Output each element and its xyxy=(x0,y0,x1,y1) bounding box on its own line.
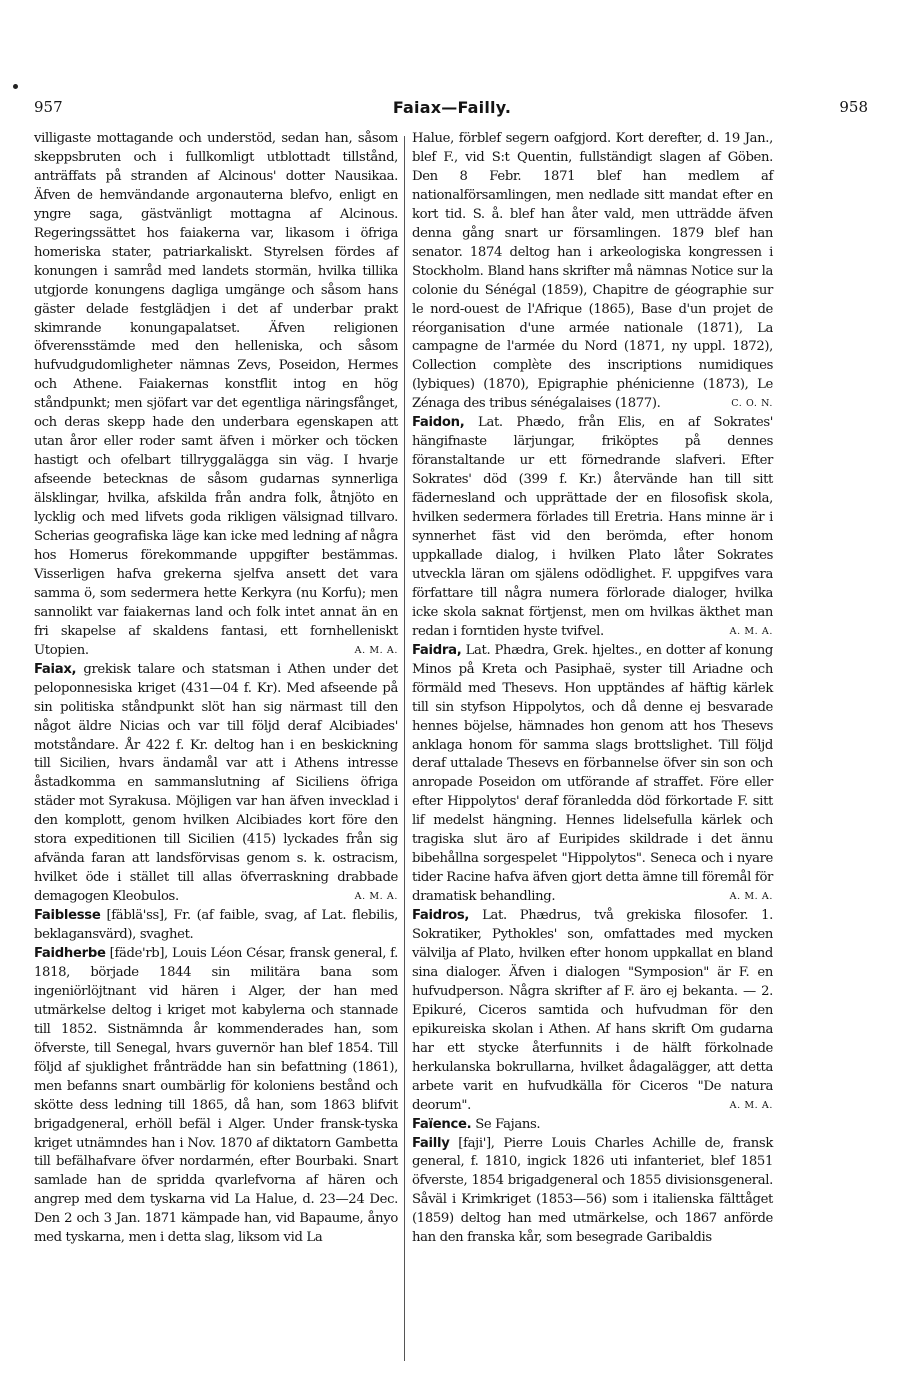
author-signature: A. M. A. xyxy=(729,625,773,637)
author-signature: A. M. A. xyxy=(354,891,398,903)
page-number-left: 957 xyxy=(34,98,63,116)
entry-text: [faji'], Pierre Louis Charles Achille de, fransk general, f. 1810, ingick 1826 uti infanteriet, blef 1851 öfverste, 1854 brigadgeneral och 1855 divisionsgeneral. Såväl i Krimkriget (1853—56) som i italienska fälttåget (1859) deltog han med utmärkelse, och 1867 anförde han den franska kår, som besegrade Garibaldis xyxy=(412,1135,773,1246)
entry-faidon xyxy=(412,414,773,641)
entry-faidra xyxy=(412,642,773,907)
author-signature: A. M. A. xyxy=(729,1099,773,1111)
entry-text: Lat. Phædra, Grek. hjeltes., en dotter af konung Minos på Kreta och Pasiphaë, syster till Ariadne och förmäld med Thesevs. Hon upptändes af häftig kärlek till sin styfson Hippolytos, och då denne ej besvarade hennes böjelse, hämnades hon genom att hos Thesevs anklaga honom för samma slags brottslighet. Till följd deraf uttalade Thesevs en förbannelse öfver sin son och anropade Poseidon om utförande af straffet. Före eller efter Hippolytos' deraf föranledda död förkortade F. sitt lif medelst hängning. Hennes lidelsefulla kärlek och tragiska slut äro af Euripides skildrade i det ännu bibehållna sorgespelet "Hippolytos". Seneca och i nyare tider Racine hafva äfven gjort detta ämne till föremål för dramatisk behandling. xyxy=(412,642,773,905)
entry-text: grekisk talare och statsman i Athen under det peloponnesiska kriget (431—04 f. Kr). Med afseende på sin politiska ståndpunkt slöt han sig närmast till den något äldre Nicias och var till följd deraf Alcibiades' motståndare. År 422 f. Kr. deltog han i en beskickning till Sicilien, hvars ändamål var att i Athens intresse åstadkomma en sammanslutning af Siciliens öfriga städer mot Syrakusa. Möjligen var han äfven invecklad i den komplott, genom hvilken Alcibiades kort före den stora expeditionen till Sicilien (415) lyckades från sig afvända faran att landsförvisas genom s. k. ostracism, hvilket öde i stället till allas öfverraskning drabbade demagogen Kleobulos. xyxy=(34,661,399,905)
entry-faiax xyxy=(34,661,398,907)
entry-faiaker-continued xyxy=(34,130,398,661)
entry-headword: Faidra, xyxy=(412,642,462,658)
entry-faience xyxy=(412,1116,773,1135)
author-signature: A. M. A. xyxy=(729,891,773,903)
page-header xyxy=(0,98,904,124)
margin-dot xyxy=(13,84,18,89)
page-number-right: 958 xyxy=(839,98,868,116)
entry-text: Lat. Phædrus, två grekiska filosofer. 1. Sokratiker, Pythokles' son, omfattades med mycken välvilja af Plato, hvilken efter honom uppkallat en bland sina dialoger. Äfven i dialogen "Symposion" är F. en hufvudperson. Några skrifter af F. äro ej bekanta. — 2. Epikuré, Ciceros samtida och hufvudman för den epikureiska skolan i Athen. Af hans skrift Om gudarna har ett stycke återfunnits i de hälft förkolnade herkulanska bokrullarna, hvilket ådagalägger, att detta arbete varit en hufvudkälla för Ciceros "De natura deorum". xyxy=(412,908,773,1113)
entry-text: villigaste mottagande och understöd, sedan han, såsom skeppsbruten och i fullkomligt utblottadt tillstånd, anträffats på stranden af Alcinous' dotter Nausikaa. Äfven de hemvändande argonauterna blefvo, enligt en yngre saga, gästvänligt mottagna af Alcinous. Regeringssättet hos faiakerna var, likasom i öfriga homeriska stater, patriarkaliskt. Styrelsen fördes af konungen i samråd med landets stormän, hvilka tillika utgjorde konungens dagliga umgänge och såsom hans gäster delade festglädjen i det af underbar prakt skimrande konungapalatset. Äfven religionen öfverensstämde med den helleniska, och såsom hufvudgudomligheter nämnas Zevs, Poseidon, Hermes och Athene. Faiakernas konstflit intog en hög ståndpunkt; men sjöfart var det egentliga näringsfånget, och deras skepp hade den underbara egenskapen att utan åror eller roder samt äfven i mörker och töcken hastigt och ofelbart tillryggalägga sin väg. I hvarje afseende betecknas de såsom gudarnas synnerliga älsklingar, hvilka, afskilda från andra folk, åtnjöto en lycklig och med lifvets goda rikligen välsignad tillvaro. Scherias geografiska läge kan icke med ledning af några hos Homerus förekommande uppgifter bestämmas. Visserligen hafva grekerna sjelfva ansett det vara samma ö, som sedermera hette Kerkyra (nu Korfu); men sannolikt var faiakernas land och folk intet annat än en fri skapelse af skaldens fantasi, ett fornhelleniskt Utopien. xyxy=(34,131,398,658)
left-column xyxy=(34,130,398,1248)
column-divider xyxy=(404,136,405,1361)
entry-faidherbe xyxy=(34,945,398,1248)
entry-faidherbe-continued xyxy=(412,130,773,414)
entry-headword: Faidherbe xyxy=(34,945,106,961)
entry-text: [fäde'rb], Louis Léon César, fransk general, f. 1818, började 1844 sin militära bana som ingeniörlöjtnant vid hären i Alger, der han med utmärkelse deltog i kriget mot kabylerna och stannade till 1852. Sistnämnda år kommenderades han, som öfverste, till Senegal, hvars guvernör han blef 1854. Till följd af sjuklighet frånträdde han sin befattning (1861), men befanns snart oumbärlig för koloniens bestånd och skötte dess ledning till 1865, då han, som 1863 blifvit brigadgeneral, erhöll befäl i Alger. Under fransk-tyska kriget utnämndes han i Nov. 1870 af diktatorn Gambetta till befälhafvare öfver nordarmén, efter Bourbaki. Snart samlade han de spridda qvarlefvorna af hären och angrep med dem tyskarna vid La Halue, d. 23—24 Dec. Den 2 och 3 Jan. 1871 kämpade han, vid Bapaume, ånyo med tyskarna, men i detta slag, liksom vid La xyxy=(34,945,399,1246)
entry-headword: Faidon, xyxy=(412,415,465,431)
entry-headword: Faidros, xyxy=(412,908,470,924)
running-title: Faiax—Failly. xyxy=(392,98,512,117)
entry-faidros xyxy=(412,907,773,1115)
entry-headword: Faiblesse xyxy=(34,908,101,924)
author-signature: A. M. A. xyxy=(354,644,398,656)
right-column xyxy=(412,130,773,1248)
entry-failly xyxy=(412,1135,773,1249)
entry-headword: Faïence. xyxy=(412,1116,472,1132)
entry-faiblesse xyxy=(34,907,398,945)
author-signature: C. O. N. xyxy=(731,398,773,410)
entry-headword: Faiax, xyxy=(34,661,77,677)
entry-headword: Failly xyxy=(412,1135,450,1151)
entry-text: Halue, förblef segern oafgjord. Kort derefter, d. 19 Jan., blef F., vid S:t Quentin, fullständigt slagen af Göben. Den 8 Febr. 1871 blef han medlem af nationalförsamlingen, men nedlade sitt mandat efter en kort tid. S. å. blef han åter vald, men utträdde äfven denna gång snart ur församlingen. 1879 blef han senator. 1874 deltog han i arkeologiska kongressen i Stockholm. Bland hans skrifter må nämnas Notice sur la colonie du Sénégal (1859), Chapitre de géographie sur le nord-ouest de l'Afrique (1865), Base d'un projet de réorganisation d'une armée nationale (1871), La campagne de l'armée du Nord (1871, ny uppl. 1872), Collection complète des inscriptions numidiques (lybiques) (1870), Epigraphie phénicienne (1873), Le Zénaga des tribus sénégalaises (1877). xyxy=(412,131,773,412)
entry-text: Lat. Phædo, från Elis, en af Sokrates' hängifnaste lärjungar, friköptes på dennes föranstaltande ur ett förnedrande slafveri. Efter Sokrates' död (399 f. Kr.) återvände han till sitt fädernesland och upprättade der en filosofisk skola, hvilken sedermera förlades till Eretria. Hans minne är i synnerhet fäst vid den berömda, efter honom uppkallade dialog, i hvilken Plato låter Sokrates utveckla läran om själens odödlighet. F. uppgifves vara författare till några numera förlorade dialoger, hvilka icke skola saknat förtjenst, men om hvilkas äkthet man redan i forntiden hyste tvifvel. xyxy=(412,415,774,639)
entry-text: Se Fajans. xyxy=(475,1116,541,1132)
entry-text: [fäblä'ss], Fr. (af faible, svag, af Lat. flebilis, beklagansvärd), svaghet. xyxy=(34,908,398,943)
